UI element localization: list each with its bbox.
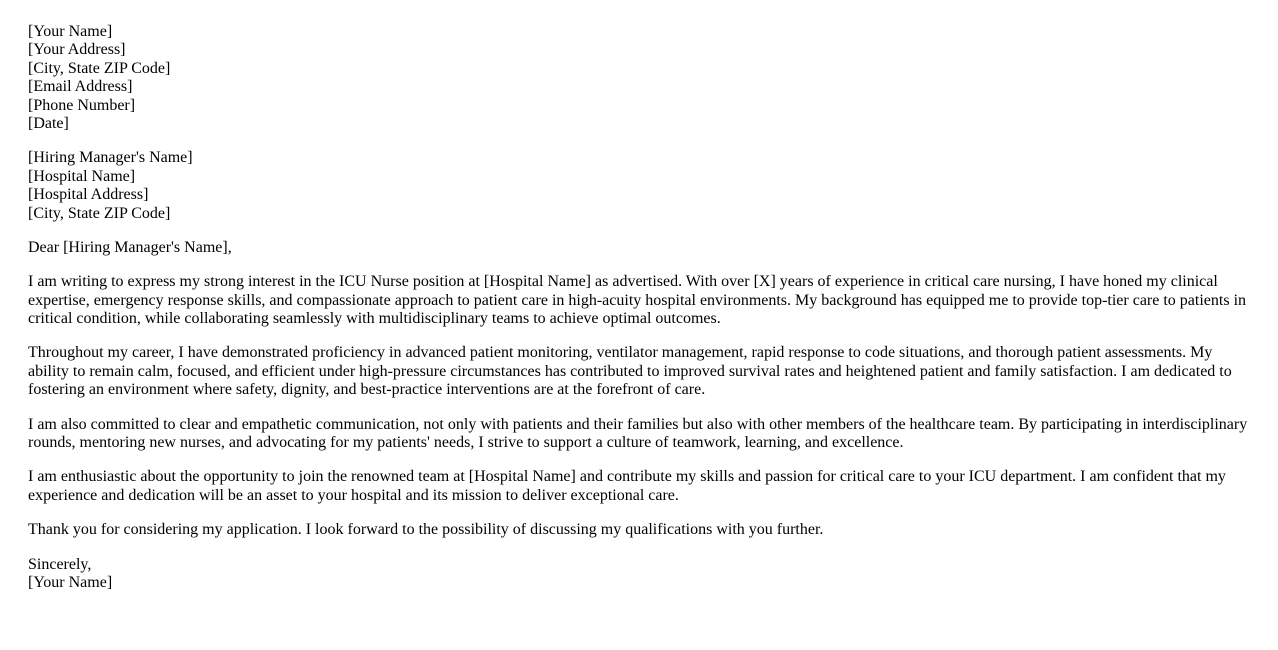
signature-name: [Your Name] (28, 573, 113, 591)
signature-block (28, 556, 1250, 593)
sender-block (28, 23, 1250, 133)
recipient-block (28, 149, 1250, 223)
body-paragraph-experience: Throughout my career, I have demonstrated proficiency in advanced patient monitoring, ventilator management, rapid response to code situations, and thorough patient assessments. My ability to remain calm, focused, and efficient under high-pressure circumstances has contributed to improved survival rates and heightened patient and family satisfaction. I am dedicated to fostering an environment where safety, dignity, and best-practice interventions are at the forefront of care. (28, 344, 1232, 399)
body-paragraph-intro: I am writing to express my strong interest in the ICU Nurse position at [Hospital Name] as advertised. With over [X] years of experience in critical care nursing, I have honed my clinical expertise, emergency response skills, and compassionate approach to patient care in high-acuity hospital environments. My background has equipped me to provide top-tier care to patients in critical condition, while collaborating seamlessly with multidisciplinary teams to achieve optimal outcomes. (28, 273, 1247, 328)
body-paragraph-communication: I am also committed to clear and empathetic communication, not only with patients and their families but also with other members of the healthcare team. By participating in interdisciplinary rounds, mentoring new nurses, and advocating for my patients' needs, I strive to support a culture of teamwork, learning, and excellence. (28, 415, 1248, 452)
salutation: Dear [Hiring Manager's Name], (28, 238, 232, 256)
date-line: [Date] (28, 114, 69, 132)
recipient-city-line: [City, State ZIP Code] (28, 204, 171, 222)
body-paragraph-enthusiasm: I am enthusiastic about the opportunity to join the renowned team at [Hospital Name] and contribute my skills and passion for critical care to your ICU department. I am confident that my experience and dedication will be an asset to your hospital and its mission to deliver exceptional care. (28, 468, 1226, 504)
sender-name-line: [Your Name] (28, 23, 113, 40)
recipient-hospital-line: [Hospital Name] (28, 167, 136, 185)
sender-email-line: [Email Address] (28, 78, 133, 96)
sender-address-line: [Your Address] (28, 41, 126, 59)
sender-city-line: [City, State ZIP Code] (28, 59, 171, 77)
closing-line: Sincerely, (28, 555, 92, 573)
thank-you-paragraph: Thank you for considering my application. I look forward to the possibility of discussing my qualifications with you further. (28, 521, 824, 539)
recipient-name-line: [Hiring Manager's Name] (28, 149, 193, 167)
sender-phone-line: [Phone Number] (28, 96, 136, 114)
recipient-address-line: [Hospital Address] (28, 186, 149, 204)
